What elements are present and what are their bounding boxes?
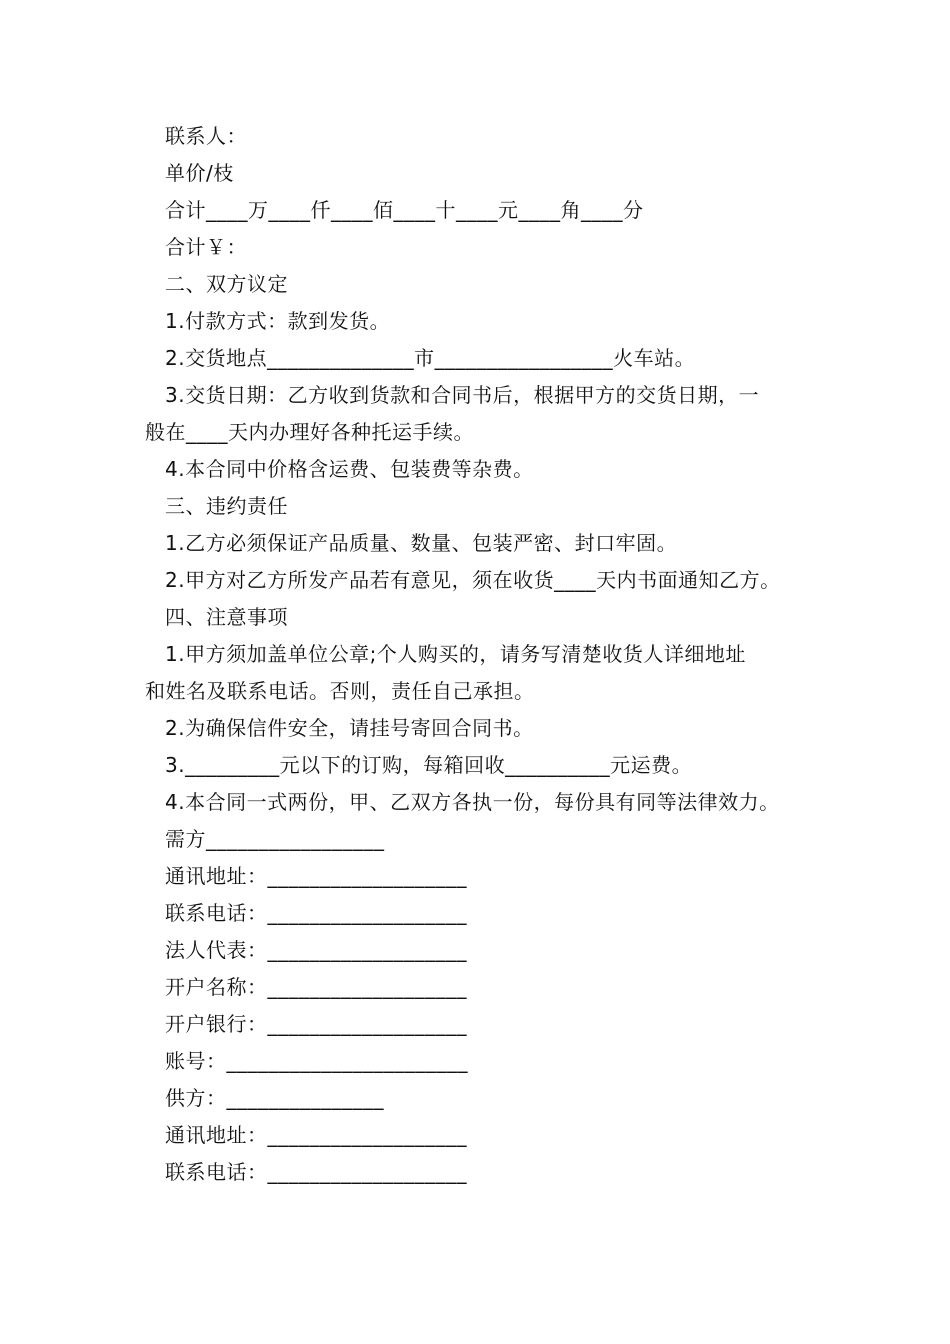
total-yuan-line: 合计￥： — [165, 235, 247, 259]
contract-text — [145, 118, 825, 1191]
supplier-address-field: 通讯地址：___________________ — [165, 1123, 467, 1147]
supplier-field: 供方：_______________ — [165, 1086, 384, 1110]
price-includes-line: 4.本合同中价格含运费、包装费等杂费。 — [165, 457, 534, 481]
total-chinese-line: 合计____万____仟____佰____十____元____角____分 — [165, 198, 644, 222]
copies-line: 4.本合同一式两份，甲、乙双方各执一份，每份具有同等法律效力。 — [165, 790, 780, 814]
buyer-phone-field: 联系电话：___________________ — [165, 901, 467, 925]
objection-notice-line: 2.甲方对乙方所发产品若有意见，须在收货____天内书面通知乙方。 — [165, 568, 781, 592]
seal-note-line: 1.甲方须加盖单位公章;个人购买的，请务写清楚收货人详细地址 — [165, 642, 746, 666]
delivery-location-line: 2.交货地点______________市_________________火车站。 — [165, 346, 696, 370]
supplier-phone-field: 联系电话：___________________ — [165, 1160, 467, 1184]
account-number-field: 账号：_______________________ — [165, 1049, 468, 1073]
delivery-date-line: 3.交货日期：乙方收到货款和合同书后，根据甲方的交货日期，一 — [165, 383, 760, 407]
contact-person-line: 联系人： — [165, 124, 247, 148]
account-name-field: 开户名称：___________________ — [165, 975, 467, 999]
section-heading-agreement: 二、双方议定 — [165, 272, 288, 296]
delivery-date-line-cont: 般在____天内办理好各种托运手续。 — [145, 420, 474, 444]
seal-note-line-cont: 和姓名及联系电话。否则，责任自己承担。 — [145, 679, 535, 703]
section-heading-liability: 三、违约责任 — [165, 494, 288, 518]
section-heading-notes: 四、注意事项 — [165, 605, 288, 629]
unit-price-line: 单价/枝 — [165, 161, 234, 185]
registered-mail-line: 2.为确保信件安全，请挂号寄回合同书。 — [165, 716, 534, 740]
buyer-field: 需方_________________ — [165, 827, 385, 851]
payment-method-line: 1.付款方式：款到发货。 — [165, 309, 391, 333]
legal-rep-field: 法人代表：___________________ — [165, 938, 467, 962]
quality-guarantee-line: 1.乙方必须保证产品质量、数量、包装严密、封口牢固。 — [165, 531, 678, 555]
bank-field: 开户银行：___________________ — [165, 1012, 467, 1036]
buyer-address-field: 通讯地址：___________________ — [165, 864, 467, 888]
shipping-fee-line: 3._________元以下的订购，每箱回收__________元运费。 — [165, 753, 693, 777]
